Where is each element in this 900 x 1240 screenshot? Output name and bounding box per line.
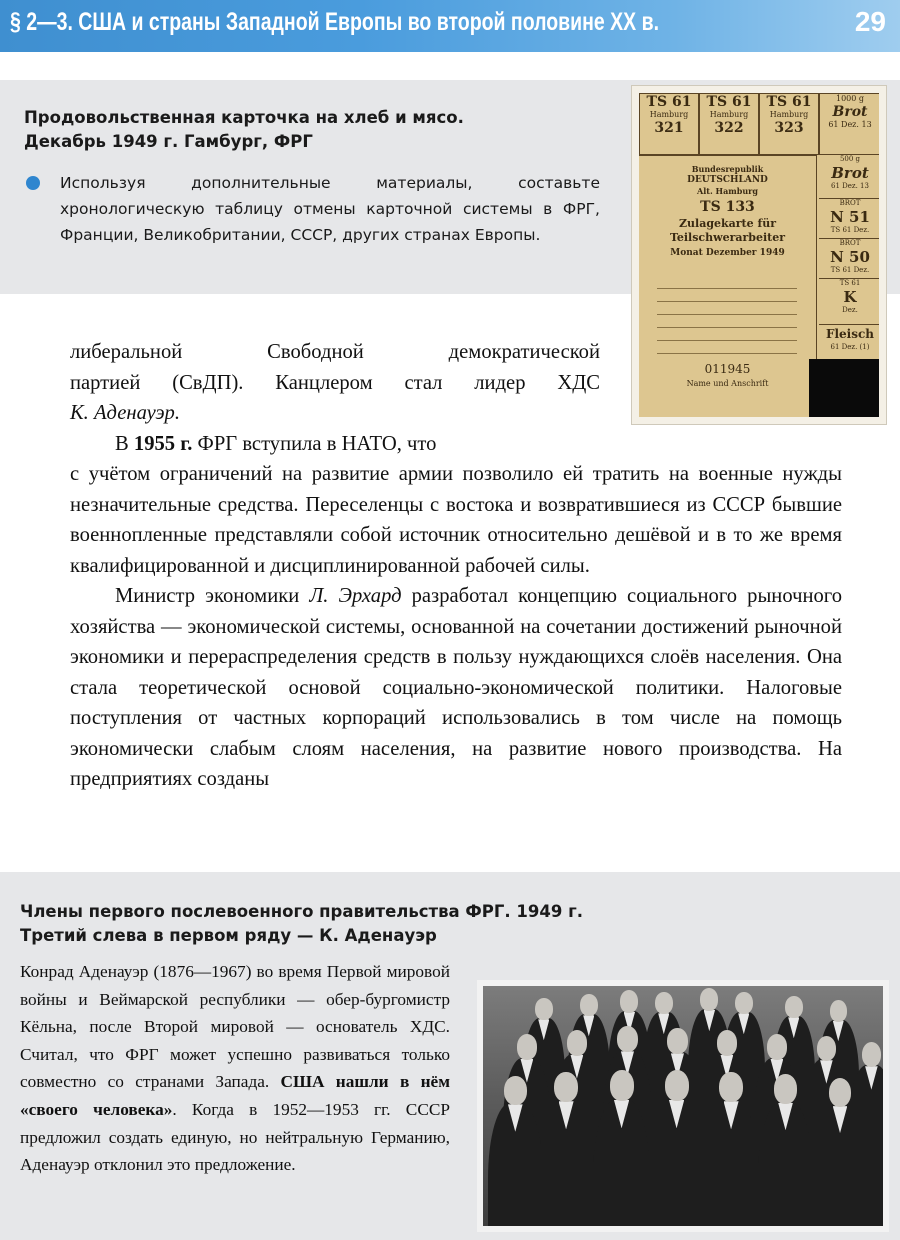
body-line: партией (СвДП). Канцлером стал лидер ХДС [70, 371, 600, 394]
ration-caption-line1: Продовольственная карточка на хлеб и мясо. [24, 108, 464, 127]
photo-person [538, 1072, 594, 1226]
adenauer-bio-text: Конрад Аденауэр (1876—1967) во время Первой мировой войны и Веймарской республики — обер-бургомистр Кёльна, после Второй мировой — основатель ХДС. Считал, что ФРГ может успешно развиваться только совместно со странами Запада. США нашли в нём «своего человека». Когда в 1952—1953 гг. СССР предложил создать единую, но нейтральную Германию, Аденауэр отклонил это предложение. [20, 962, 450, 1175]
ration-card-main: Bundesrepublik DEUTSCHLAND Alt. Hamburg TS 133 Zulagekarte für Teilschwerarbeiter Monat Dezember 1949 011945 Name und Anschrift [639, 155, 817, 417]
photo-caption-line2: Третий слева в первом ряду — К. Аденауэр [20, 926, 437, 945]
card-dark-patch [809, 359, 879, 417]
body-paragraph-start: В 1955 г. ФРГ вступила в НАТО, что [115, 432, 437, 455]
ration-side-stub: BROT N 51 TS 61 Dez. [819, 199, 879, 239]
photo-person [593, 1070, 650, 1226]
photo-person [648, 1070, 705, 1226]
body-text-top [70, 337, 600, 459]
ration-side-stub: BROT N 50 TS 61 Dez. [819, 239, 879, 279]
chapter-header-bar [0, 0, 900, 52]
page-number: 29 [854, 6, 886, 37]
ration-stub: TS 61 Hamburg 322 [699, 93, 759, 155]
ration-stub-bread: 1000 g Brot 61 Dez. 13 [819, 93, 879, 155]
photo-person [703, 1072, 759, 1226]
photo-caption-line1: Члены первого послевоенного правительства ФРГ. 1949 г. [20, 902, 583, 921]
government-photo [477, 980, 889, 1232]
ration-caption-line2: Декабрь 1949 г. Гамбург, ФРГ [24, 132, 313, 151]
ration-side-stub: TS 61 K Dez. [819, 279, 879, 325]
photo-person [813, 1078, 867, 1226]
ration-side-stub: 500 g Brot 61 Dez. 13 [819, 155, 879, 199]
body-text-main [70, 459, 842, 795]
ration-stub: TS 61 Hamburg 323 [759, 93, 819, 155]
ration-side-stub: Fleisch 61 Dez. (1) [825, 327, 875, 351]
chapter-title: § 2—3. США и страны Западной Европы во второй половине XX в. [10, 8, 660, 36]
task-text: Используя дополнительные материалы, составьте хронологическую таблицу отмены карточной системы в ФРГ, Франции, Великобритании, СССР, других странах Европы. [60, 174, 600, 244]
ration-card-image [632, 86, 886, 424]
photo-person [488, 1076, 543, 1226]
government-photo-image [483, 986, 883, 1226]
task-bullet-icon [26, 176, 40, 190]
body-paragraph: с учётом ограничений на развитие армии позволило ей тратить на военные нужды незначительные средства. Переселенцы с востока и возвратившиеся из СССР бывшие военнопленные представляли собой источник относительно дешёвой и в то же время квалифицированной и дисциплинированной рабочей силы. [70, 463, 842, 577]
photo-person [758, 1074, 813, 1226]
body-line: либеральной Свободной демократической [70, 341, 600, 363]
body-line: К. Аденауэр. [70, 402, 180, 424]
body-paragraph: Министр экономики Л. Эрхард разработал концепцию социального рыночного хозяйства — экономической системы, основанной на сочетании достижений рыночной экономики и перераспределения средств в пользу нуждающихся слоёв населения. Она стала теоретической основой социально-экономической политики. Налоговые поступления от частных корпораций использовались в том числе на помощь экономически слабым слоям населения, на развитие нового производства. На предприятиях созданы [70, 585, 842, 790]
ration-stub: TS 61 Hamburg 321 [639, 93, 699, 155]
